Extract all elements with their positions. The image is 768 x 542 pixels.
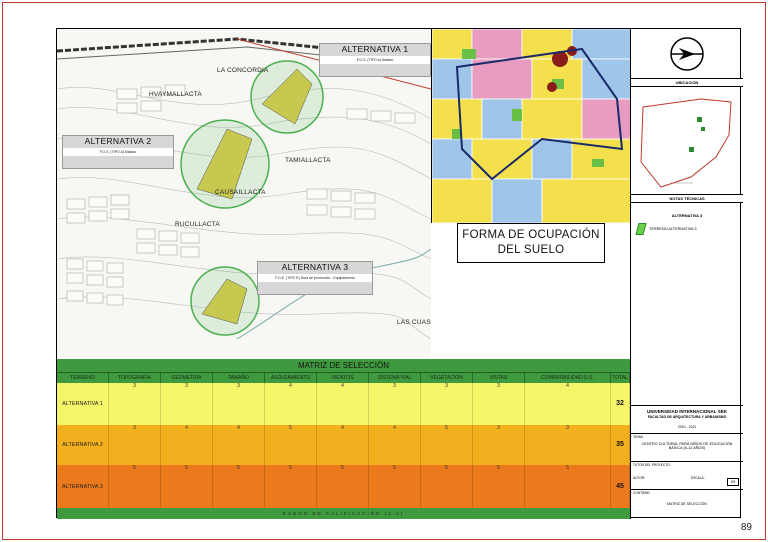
university-name: UNIVERSIDAD INTERNACIONAL SEK — [647, 409, 727, 414]
matrix-header-row — [57, 373, 630, 383]
legend-label: TERRENO ALTERNATIVA 3 — [649, 227, 697, 231]
header-sistema-vial: SISTEMA VIAL — [369, 373, 421, 383]
plan-sheet — [56, 28, 741, 518]
page-number: 89 — [740, 522, 752, 533]
legend-swatch-icon — [635, 223, 646, 235]
cell-compatibilidad — [525, 425, 611, 465]
place-tamiallacta: TAMIALLACTA — [285, 157, 331, 164]
header-vientos: VIENTOS — [317, 373, 369, 383]
score: 4 — [237, 425, 240, 431]
score: 3 — [237, 383, 240, 389]
score: 3 — [133, 383, 136, 389]
faculty-name: FACULTAD DE ARQUITECTURA Y URBANISMO — [647, 415, 727, 419]
notes-alternative-label: ALTERNATIVA 3 — [671, 213, 703, 218]
tutor-label: TUTOR DEL PROYECTO: — [633, 463, 671, 467]
header-tamano: TAMAÑO — [213, 373, 265, 383]
cell-vegetacion — [421, 383, 473, 425]
score: 3 — [445, 383, 448, 389]
score: 4 — [341, 383, 344, 389]
score: 5 — [289, 465, 292, 471]
alternative-3-title: ALTERNATIVA 3 — [281, 262, 349, 272]
north-arrow-icon — [631, 29, 743, 79]
location-map — [631, 87, 743, 195]
score: 4 — [289, 383, 292, 389]
score: 5 — [185, 465, 188, 471]
row-total: 45 — [611, 465, 630, 508]
alternative-2-title: ALTERNATIVA 2 — [84, 136, 152, 146]
cell-tamano — [213, 425, 265, 465]
cell-tamano — [213, 465, 265, 508]
header-vistas: VISTAS — [473, 373, 525, 383]
title-block — [630, 29, 742, 519]
score: 5 — [341, 465, 344, 471]
alternative-1-subtitle: F.O.S. (TIPO A) Aislado — [320, 56, 430, 64]
place-causaillacta: CAUSAILLACTA — [215, 189, 266, 196]
contiene-text: MATRIZ DE SELECCIÓN — [667, 502, 707, 506]
alternative-3-label — [257, 261, 373, 295]
place-la-concordia: LA CONCORDIA — [217, 67, 269, 74]
cell-topografia — [109, 425, 161, 465]
header-terreno: TERRENO — [57, 373, 109, 383]
cell-vientos — [317, 383, 369, 425]
score: 5 — [237, 465, 240, 471]
cell-asoleamiento — [265, 465, 317, 508]
cell-topografia — [109, 465, 161, 508]
score: 3 — [566, 425, 569, 431]
score: 3 — [497, 383, 500, 389]
score: 3 — [393, 383, 396, 389]
contiene-block — [631, 489, 743, 519]
alternative-3-subtitle: F.O.S. (TIPO E) Área de promoción - Equipamiento — [258, 274, 372, 282]
score: 5 — [497, 465, 500, 471]
alternative-2-label — [62, 135, 174, 169]
cell-geometria — [161, 383, 213, 425]
cell-asoleamiento — [265, 383, 317, 425]
score: 5 — [445, 465, 448, 471]
university-block — [631, 405, 743, 429]
score: 5 — [289, 425, 292, 431]
cell-geometria — [161, 465, 213, 508]
cell-vientos — [317, 465, 369, 508]
cell-vientos — [317, 425, 369, 465]
score: 5 — [566, 465, 569, 471]
cell-vistas — [473, 465, 525, 508]
cell-vegetacion — [421, 425, 473, 465]
alternative-3-site — [191, 267, 259, 335]
cell-sistema-vial — [369, 425, 421, 465]
autor-label: AUTOR: — [633, 476, 645, 480]
selection-matrix — [57, 359, 630, 519]
forma-ocupacion-title — [457, 223, 605, 263]
cell-vistas — [473, 383, 525, 425]
header-total: TOTAL — [611, 373, 630, 383]
place-rucullacta: RUCULLACTA — [175, 221, 220, 228]
score: 4 — [393, 425, 396, 431]
escala-label: ESCALA: — [691, 476, 705, 480]
alternative-2-subtitle: F.O.S. (TIPO A) Aislado — [63, 148, 173, 156]
row-name: ALTERNATIVA 2 — [57, 425, 109, 465]
legend-item — [637, 223, 743, 235]
cell-compatibilidad — [525, 383, 611, 425]
notas-tecnicas-label: NOTAS TÉCNICAS — [631, 195, 743, 203]
tema-text: CENTRO CULTURAL PARA NIÑOS DE EDUCACIÓN BÁSICA (6-12 AÑOS) — [641, 442, 733, 450]
matrix-title: MATRIZ DE SELECCIÓN — [57, 359, 630, 373]
header-topografia: TOPOGRAFÍA — [109, 373, 161, 383]
cell-compatibilidad — [525, 465, 611, 508]
contiene-label: CONTIENE: — [633, 491, 651, 495]
cell-vistas — [473, 425, 525, 465]
row-name: ALTERNATIVA 3 — [57, 465, 109, 508]
forma-title-line-2: DEL SUELO — [497, 244, 565, 256]
credits-block — [631, 461, 743, 489]
place-hvaymallacta: HVAYMALLACTA — [149, 91, 202, 98]
ubicacion-label: UBICACIÓN — [631, 79, 743, 87]
forma-title-line-1: FORMA DE OCUPACIÓN — [462, 229, 600, 241]
score: 5 — [445, 425, 448, 431]
cell-tamano — [213, 383, 265, 425]
header-geometria: GEOMETRÍA — [161, 373, 213, 383]
score: 3 — [185, 383, 188, 389]
cell-topografia — [109, 383, 161, 425]
land-use-map — [431, 29, 630, 223]
header-compatibilidad: COMPATIBILIDAD U.S. — [525, 373, 611, 383]
sheet-number: 09 — [727, 478, 739, 486]
cell-asoleamiento — [265, 425, 317, 465]
matrix-row-alternativa-1 — [57, 383, 630, 425]
tema-block — [631, 433, 743, 461]
score: 3 — [497, 425, 500, 431]
place-las-cuas: LAS CUAS — [397, 319, 431, 326]
matrix-row-alternativa-3 — [57, 465, 630, 508]
row-total: 32 — [611, 383, 630, 425]
rating-range-footer: RANGO DE CALIFICACIÓN (1-5) — [57, 508, 630, 519]
tema-label: TEMA: — [633, 435, 644, 439]
academic-years: 2010 - 2011 — [677, 425, 697, 429]
cell-vegetacion — [421, 465, 473, 508]
score: 4 — [341, 425, 344, 431]
cell-sistema-vial — [369, 383, 421, 425]
cell-sistema-vial — [369, 465, 421, 508]
land-use-drawing — [432, 29, 630, 223]
score: 4 — [566, 383, 569, 389]
alternative-1-title: ALTERNATIVA 1 — [341, 44, 409, 54]
row-total: 35 — [611, 425, 630, 465]
score: 5 — [393, 465, 396, 471]
alternative-1-label — [319, 43, 431, 77]
row-name: ALTERNATIVA 1 — [57, 383, 109, 425]
cell-geometria — [161, 425, 213, 465]
score: 4 — [185, 425, 188, 431]
score: 5 — [133, 465, 136, 471]
site-map — [57, 29, 431, 357]
score: 3 — [133, 425, 136, 431]
matrix-row-alternativa-2 — [57, 425, 630, 465]
header-asoleamiento: ASOLEAMIENTO — [265, 373, 317, 383]
header-vegetacion: VEGETACIÓN — [421, 373, 473, 383]
